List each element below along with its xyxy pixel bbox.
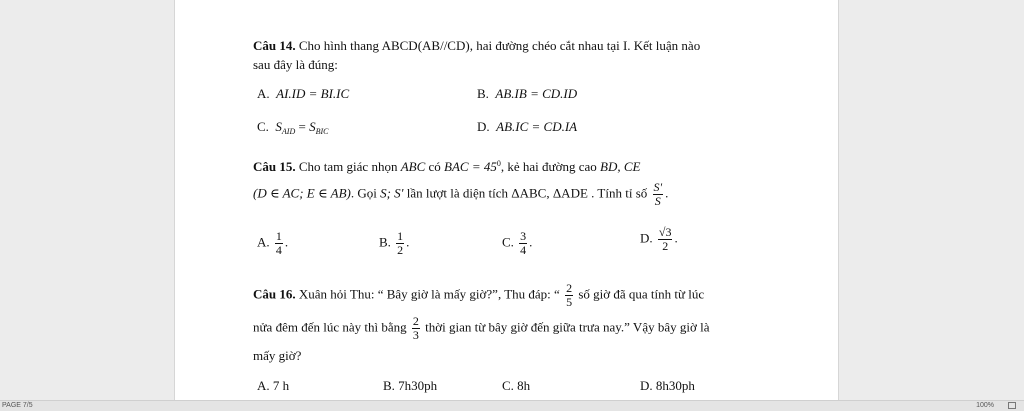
q14-option-b-text: AB.IB = CD.ID — [495, 86, 578, 101]
q15-ratio-fraction — [653, 181, 664, 208]
view-mode-icon[interactable] — [1008, 402, 1016, 409]
q16-option-c-label: C. — [502, 378, 514, 393]
q16-option-d-text: 8h30ph — [655, 378, 695, 393]
q14-option-a-label: A. — [257, 86, 270, 101]
question-16 — [253, 282, 783, 364]
q15-option-d: D. $\frac{√3}{2}$ . — [640, 225, 678, 253]
question-14-text-line2: sau đây là đúng: — [253, 57, 338, 72]
question-14-label: Câu 14. — [253, 38, 296, 53]
q16-fraction-1 — [565, 282, 573, 309]
q15-angle: BAC = 45 — [444, 159, 497, 174]
q16-option-d-label: D. — [640, 378, 653, 393]
q15-option-b: B. $\frac{1}{2}$ . — [379, 229, 410, 257]
q16-option-c — [502, 378, 530, 394]
q16-frac2-num: 2 — [412, 314, 419, 328]
q14-option-c-eq: = — [295, 119, 310, 134]
q16-frac2-den: 3 — [412, 328, 419, 342]
q16-fraction-2 — [412, 315, 420, 342]
q14-option-c-sub1: AID — [281, 127, 296, 136]
q14-option-c-sub2: BIC — [315, 127, 329, 136]
q16-option-d — [640, 378, 695, 394]
q16-option-b-text: 7h30ph — [398, 378, 438, 393]
q15-line2-d: lần lượt là diện tích ΔABC, ΔADE . Tính tỉ số — [403, 185, 651, 201]
q16-option-c-text: 8h — [517, 378, 531, 393]
q15-line2-a: (D ∈ AC; E ∈ AB) — [253, 185, 351, 201]
q15-option-c-label: C. — [502, 234, 514, 250]
q15-option-d-den: 2 — [662, 239, 669, 253]
q15-line1-c: có — [425, 159, 445, 174]
document-page — [174, 0, 839, 400]
q15-option-c-num: 3 — [520, 229, 527, 243]
q15-option-a-num: 1 — [275, 229, 282, 243]
q15-option-b-num: 1 — [397, 229, 404, 243]
q16-line2-b: thời gian từ bây giờ đến giữa trưa nay.” Vậy bây giờ là — [421, 319, 710, 335]
question-14 — [253, 38, 783, 73]
q14-option-d — [477, 119, 577, 135]
q15-line1-e: , kẻ hai đường cao — [500, 159, 600, 174]
q16-line1-b: số giờ đã qua tính từ lúc — [575, 286, 705, 302]
q15-option-b-fraction — [396, 230, 404, 257]
q14-option-c-s2: S — [309, 119, 316, 134]
q15-option-b-den: 2 — [397, 243, 404, 257]
q16-line3: mấy giờ? — [253, 348, 302, 363]
q14-option-b — [477, 86, 577, 102]
q15-option-c-fraction — [519, 230, 527, 257]
q14-option-a — [257, 86, 349, 102]
status-bar — [0, 400, 1024, 411]
q15-option-d-fraction — [658, 226, 673, 253]
q15-option-c-den: 4 — [520, 243, 527, 257]
q15-line2-end: . — [665, 185, 669, 201]
page-indicator: PAGE 7/5 — [2, 402, 33, 409]
q15-option-a-den: 4 — [275, 243, 282, 257]
q16-line2-a: nửa đêm đến lúc này thì bằng — [253, 319, 410, 335]
q16-frac1-num: 2 — [566, 281, 573, 295]
q16-option-b-label: B. — [383, 378, 395, 393]
q14-option-d-text: AB.IC = CD.IA — [496, 119, 578, 134]
q14-option-c — [257, 119, 328, 140]
q15-option-c: C. $\frac{3}{4}$ . — [502, 229, 533, 257]
q15-line2-b: . Gọi — [350, 185, 381, 201]
q14-option-c-label: C. — [257, 119, 269, 134]
q15-option-a: A. $\frac{1}{4}$ . — [257, 229, 289, 257]
q15-ratio-num: S' — [653, 180, 663, 194]
q15-line1-a: Cho tam giác nhọn — [295, 159, 401, 174]
q15-option-a-fraction — [275, 230, 283, 257]
q16-option-a — [257, 378, 289, 394]
q15-option-a-label: A. — [257, 234, 270, 250]
zoom-level[interactable]: 100% — [976, 402, 994, 409]
q15-line2-c: S; S' — [380, 185, 404, 201]
question-15-label: Câu 15. — [253, 159, 296, 174]
q15-option-d-label: D. — [640, 230, 653, 246]
q16-option-a-text: 7 h — [272, 378, 290, 393]
question-14-text-line1: Cho hình thang ABCD(AB//CD), hai đường chéo cắt nhau tại I. Kết luận nào — [295, 38, 701, 53]
question-15 — [253, 156, 783, 208]
q15-line1-b: ABC — [400, 159, 426, 174]
q16-frac1-den: 5 — [566, 295, 573, 309]
q15-degree: 0 — [496, 159, 501, 168]
q14-option-b-label: B. — [477, 86, 489, 101]
q16-option-b — [383, 378, 437, 394]
q16-line1-a: Xuân hỏi Thu: “ Bây giờ là mấy giờ?”, Thu đáp: “ — [295, 286, 564, 302]
q16-option-a-label: A. — [257, 378, 270, 393]
q15-option-b-label: B. — [379, 234, 391, 250]
q15-ratio-den: S — [654, 194, 661, 208]
q14-option-c-s1: S — [275, 119, 282, 134]
q14-option-a-text: AI.ID = BI.IC — [276, 86, 350, 101]
q14-option-d-label: D. — [477, 119, 490, 134]
q15-line1-f: BD, CE — [600, 159, 641, 174]
q15-option-d-num: √3 — [658, 225, 672, 239]
question-16-label: Câu 16. — [253, 286, 296, 302]
